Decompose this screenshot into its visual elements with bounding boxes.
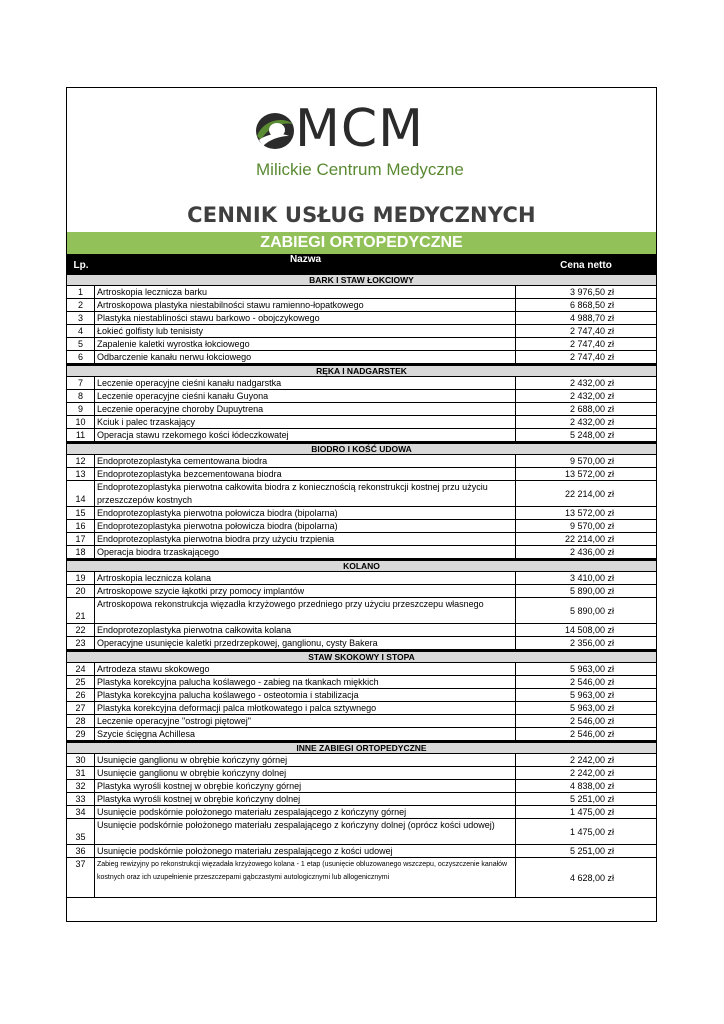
service-price: 1 475,00 zł [569, 807, 614, 817]
table-row [67, 546, 656, 559]
service-name: Usunięcie podskórnie położonego materiału zespalającego z kończyny górnej [96, 806, 516, 818]
row-number: 6 [67, 351, 95, 363]
table-row [67, 845, 656, 858]
service-name: Endoprotezoplastyka pierwotna połowicza biodra (bipolarna) [96, 520, 516, 532]
service-name: Artroskopia lecznicza barku [96, 286, 516, 298]
table-row [67, 390, 656, 403]
row-number: 26 [67, 689, 95, 701]
service-name: Operacyjne usunięcie kaletki przedrzepkowej, ganglionu, cysty Bakera [96, 637, 516, 649]
table-row [67, 702, 656, 715]
service-price: 1 475,00 zł [569, 827, 614, 837]
service-price: 2 432,00 zł [569, 378, 614, 388]
row-number: 33 [67, 793, 95, 805]
table-row [67, 715, 656, 728]
service-name: Endoprotezoplastyka bezcementowana biodra [96, 468, 516, 480]
service-price: 2 432,00 zł [569, 417, 614, 427]
price-table [67, 273, 656, 898]
row-number: 37 [67, 858, 95, 897]
service-name: Endoprotezoplastyka cementowana biodra [96, 455, 516, 467]
row-number: 32 [67, 780, 95, 792]
row-number: 31 [67, 767, 95, 779]
service-name: Plastyka korekcyjna deformacji palca młotkowatego i palca sztywnego [96, 702, 516, 714]
table-row [67, 806, 656, 819]
row-number: 27 [67, 702, 95, 714]
table-row [67, 325, 656, 338]
service-name: Artroskopowa plastyka niestabilności stawu ramienno-łopatkowego [96, 299, 516, 311]
row-number: 10 [67, 416, 95, 428]
table-row [67, 689, 656, 702]
row-number: 8 [67, 390, 95, 402]
service-price: 22 214,00 zł [564, 534, 614, 544]
service-price: 14 508,00 zł [564, 625, 614, 635]
column-header-lp: Lp. [73, 260, 89, 271]
table-row [67, 728, 656, 741]
service-name: Plastyka wyrośli kostnej w obrębie kończyny dolnej [96, 793, 516, 805]
service-price: 13 572,00 zł [564, 508, 614, 518]
logo-area [67, 88, 656, 200]
table-row [67, 520, 656, 533]
service-price: 6 868,50 zł [569, 300, 614, 310]
table-row [67, 858, 656, 898]
table-row [67, 403, 656, 416]
column-header-price: Cena netto [560, 260, 612, 271]
row-number: 4 [67, 325, 95, 337]
section-banner: ZABIEGI ORTOPEDYCZNE [67, 232, 656, 254]
table-row [67, 754, 656, 767]
service-name: Leczenie operacyjne cieśni kanału Guyona [96, 390, 516, 402]
service-name: Artroskopowa rekonstrukcja więzadła krzyżowego przedniego przy użyciu przeszczepu własnego [96, 598, 516, 623]
row-number: 29 [67, 728, 95, 740]
service-name: Zapalenie kaletki wyrostka łokciowego [96, 338, 516, 350]
service-price: 5 963,00 zł [569, 703, 614, 713]
row-number: 25 [67, 676, 95, 688]
service-price: 5 890,00 zł [569, 606, 614, 616]
logo-name: MCM [295, 99, 425, 159]
service-price: 2 546,00 zł [569, 677, 614, 687]
row-number: 17 [67, 533, 95, 545]
row-number: 7 [67, 377, 95, 389]
service-name: Łokieć golfisty lub tenisisty [96, 325, 516, 337]
service-name: Leczenie operacyjne choroby Dupuytrena [96, 403, 516, 415]
table-row [67, 299, 656, 312]
table-row [67, 637, 656, 650]
service-price: 3 976,50 zł [569, 287, 614, 297]
row-number: 3 [67, 312, 95, 324]
service-price: 5 251,00 zł [569, 846, 614, 856]
price-list-sheet [66, 87, 657, 922]
row-number: 23 [67, 637, 95, 649]
service-price: 4 628,00 zł [569, 873, 614, 883]
table-row [67, 585, 656, 598]
table-row [67, 429, 656, 442]
row-number: 14 [67, 481, 95, 506]
table-row [67, 481, 656, 507]
row-number: 9 [67, 403, 95, 415]
table-row [67, 598, 656, 624]
service-name: Usunięcie ganglionu w obrębie kończyny dolnej [96, 767, 516, 779]
row-number: 16 [67, 520, 95, 532]
table-row [67, 624, 656, 637]
table-row [67, 351, 656, 364]
row-number: 11 [67, 429, 95, 441]
row-number: 28 [67, 715, 95, 727]
logo-subtitle: Milickie Centrum Medyczne [256, 160, 464, 179]
service-name: Endoprotezoplastyka pierwotna całkowita kolana [96, 624, 516, 636]
table-row [67, 312, 656, 325]
row-number: 13 [67, 468, 95, 480]
row-number: 2 [67, 299, 95, 311]
category-header: RĘKA I NADGARSTEK [67, 364, 656, 377]
service-name: Operacja stawu rzekomego kości łódeczkowatej [96, 429, 516, 441]
row-number: 15 [67, 507, 95, 519]
service-price: 3 410,00 zł [569, 573, 614, 583]
column-header-name: Nazwa [289, 254, 322, 265]
table-row [67, 780, 656, 793]
table-row [67, 416, 656, 429]
service-price: 4 838,00 zł [569, 781, 614, 791]
service-name: Endoprotezoplastyka pierwotna połowicza biodra (bipolarna) [96, 507, 516, 519]
table-row [67, 338, 656, 351]
row-number: 18 [67, 546, 95, 558]
row-number: 20 [67, 585, 95, 597]
service-name: Plastyka korekcyjna palucha koślawego - osteotomia i stabilizacja [96, 689, 516, 701]
row-number: 21 [67, 598, 95, 623]
service-price: 5 963,00 zł [569, 690, 614, 700]
service-name: Kciuk i palec trzaskający [96, 416, 516, 428]
table-row [67, 819, 656, 845]
category-header: BARK I STAW ŁOKCIOWY [67, 273, 656, 286]
row-number: 22 [67, 624, 95, 636]
service-name: Leczenie operacyjne cieśni kanału nadgarstka [96, 377, 516, 389]
service-name: Usunięcie ganglionu w obrębie kończyny górnej [96, 754, 516, 766]
service-price: 4 988,70 zł [569, 313, 614, 323]
category-header: BIODRO I KOŚĆ UDOWA [67, 442, 656, 455]
service-price: 22 214,00 zł [564, 489, 614, 499]
row-number: 30 [67, 754, 95, 766]
table-row [67, 676, 656, 689]
service-price: 2 688,00 zł [569, 404, 614, 414]
service-price: 2 747,40 zł [569, 352, 614, 362]
service-name: Usunięcie podskórnie położonego materiału zespalającego z kości udowej [96, 845, 516, 857]
service-name: Usunięcie podskórnie położonego materiału zespalającego z kończyny dolnej (oprócz kości udowej) [96, 819, 516, 844]
service-price: 5 963,00 zł [569, 664, 614, 674]
table-row [67, 507, 656, 520]
row-number: 36 [67, 845, 95, 857]
row-number: 12 [67, 455, 95, 467]
service-name: Zabieg rewizyjny po rekonstrukcji więzadała krzyżowego kolana - 1 etap (usunięcie obluzowanego wszczepu, oczyszczenie kanałów kostnych oraz ich uzupełnienie przeszczepami gąbczastymi autologicznymi lub allogenicznymi [96, 858, 516, 897]
service-price: 9 570,00 zł [569, 456, 614, 466]
service-price: 13 572,00 zł [564, 469, 614, 479]
row-number: 5 [67, 338, 95, 350]
row-number: 1 [67, 286, 95, 298]
service-name: Artroskopowe szycie łąkotki przy pomocy implantów [96, 585, 516, 597]
table-row [67, 286, 656, 299]
service-price: 2 242,00 zł [569, 768, 614, 778]
category-header: INNE ZABIEGI ORTOPEDYCZNE [67, 741, 656, 754]
service-price: 2 546,00 zł [569, 716, 614, 726]
table-row [67, 455, 656, 468]
table-row [67, 663, 656, 676]
service-price: 2 747,40 zł [569, 339, 614, 349]
service-price: 2 242,00 zł [569, 755, 614, 765]
service-name: Artrodeza stawu skokowego [96, 663, 516, 675]
table-row [67, 767, 656, 780]
service-price: 9 570,00 zł [569, 521, 614, 531]
service-name: Odbarczenie kanału nerwu łokciowego [96, 351, 516, 363]
row-number: 24 [67, 663, 95, 675]
service-name: Plastyka korekcyjna palucha koślawego - zabieg na tkankach miękkich [96, 676, 516, 688]
service-price: 2 546,00 zł [569, 729, 614, 739]
service-price: 5 890,00 zł [569, 586, 614, 596]
table-header [67, 254, 656, 273]
service-name: Artroskopia lecznicza kolana [96, 572, 516, 584]
service-price: 2 432,00 zł [569, 391, 614, 401]
service-name: Szycie ścięgna Achillesa [96, 728, 516, 740]
service-name: Endoprotezoplastyka pierwotna biodra przy użyciu trzpienia [96, 533, 516, 545]
table-row [67, 572, 656, 585]
service-name: Leczenie operacyjne "ostrogi piętowej" [96, 715, 516, 727]
category-header: STAW SKOKOWY I STOPA [67, 650, 656, 663]
table-row [67, 533, 656, 546]
service-price: 2 356,00 zł [569, 638, 614, 648]
service-price: 5 251,00 zł [569, 794, 614, 804]
service-name: Plastyka wyrośli kostnej w obrębie kończyny górnej [96, 780, 516, 792]
service-name: Plastyka niestabliności stawu barkowo - obojczykowego [96, 312, 516, 324]
category-header: KOLANO [67, 559, 656, 572]
service-price: 2 436,00 zł [569, 547, 614, 557]
service-price: 2 747,40 zł [569, 326, 614, 336]
page-title: CENNIK USŁUG MEDYCZNYCH [187, 203, 536, 227]
service-price: 5 248,00 zł [569, 430, 614, 440]
row-number: 34 [67, 806, 95, 818]
row-number: 19 [67, 572, 95, 584]
service-name: Operacja biodra trzaskającego [96, 546, 516, 558]
table-row [67, 377, 656, 390]
logo-swirl-icon [253, 110, 295, 152]
service-name: Endoprotezoplastyka pierwotna całkowita biodra z koniecznością rekonstrukcji kostnej przu użyciu przeszczepów kostnych [96, 481, 516, 506]
table-row [67, 468, 656, 481]
table-row [67, 793, 656, 806]
row-number: 35 [67, 819, 95, 844]
